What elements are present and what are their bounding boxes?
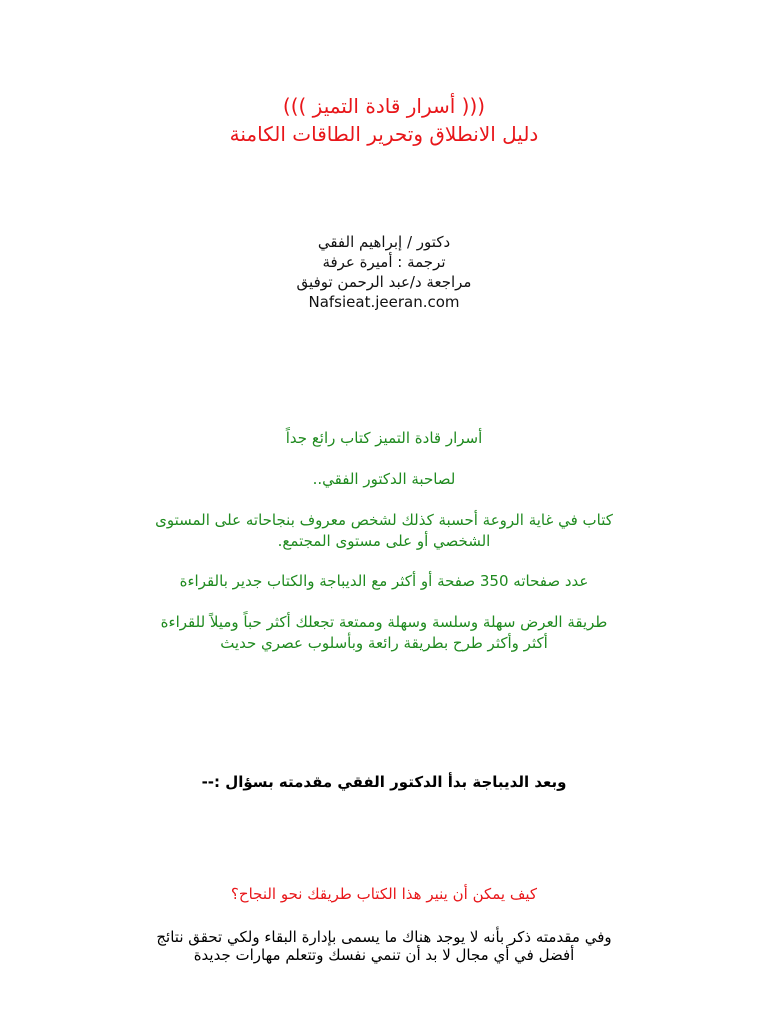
credits-block (60, 232, 708, 312)
body-paragraph (60, 928, 708, 964)
question-heading (60, 884, 708, 905)
author-line: دكتور / إبراهيم الفقي (317, 233, 451, 251)
review-p5-line-1: طريقة العرض سهلة وسلسة وسهلة وممتعة تجعلك أكثر حباً وميلاً للقراءة (160, 613, 608, 631)
review-p4-text: عدد صفحاته 350 صفحة أو أكثر مع الديباجة والكتاب جدير بالقراءة (179, 572, 589, 590)
title-line-1: ((( أسرار قادة التميز ))) (282, 94, 486, 118)
review-p3-line-1: كتاب في غاية الروعة أحسبة كذلك لشخص معروف بنجاحاته على المستوى (155, 511, 613, 529)
document-title (60, 92, 708, 148)
website-line: Nafsieat.jeeran.com (308, 293, 460, 311)
lead-in-text: وبعد الديباجة بدأ الدكتور الفقي مقدمته بسؤال :-- (201, 773, 567, 791)
translator-line: ترجمة : أميرة عرفة (322, 253, 446, 271)
review-paragraph-3 (60, 510, 708, 552)
review-p2-text: لصاحبة الدكتور الفقي.. (312, 470, 456, 488)
reviewer-line: مراجعة د/عبد الرحمن توفيق (296, 273, 472, 291)
review-p1-text: أسرار قادة التميز كتاب رائع جداً (285, 429, 483, 447)
lead-in-heading (60, 772, 708, 793)
body-line-2: أفضل في أي مجال لا بد أن تنمي نفسك وتتعلم مهارات جديدة (193, 946, 575, 964)
title-line-2: دليل الانطلاق وتحرير الطاقات الكامنة (229, 122, 539, 146)
review-p3-line-2: الشخصي أو على مستوى المجتمع. (277, 532, 491, 550)
body-line-1: وفي مقدمته ذكر بأنه لا يوجد هناك ما يسمى بإدارة البقاء ولكي تحقق نتائج (156, 928, 612, 946)
review-paragraph-1 (60, 428, 708, 449)
review-paragraph-4 (60, 571, 708, 592)
review-paragraph-5 (60, 612, 708, 654)
review-paragraph-2 (60, 469, 708, 490)
question-text: كيف يمكن أن ينير هذا الكتاب طريقك نحو النجاح؟ (230, 885, 538, 903)
review-p5-line-2: أكثر وأكثر طرح بطريقة رائعة وبأسلوب عصري حديث (220, 634, 548, 652)
